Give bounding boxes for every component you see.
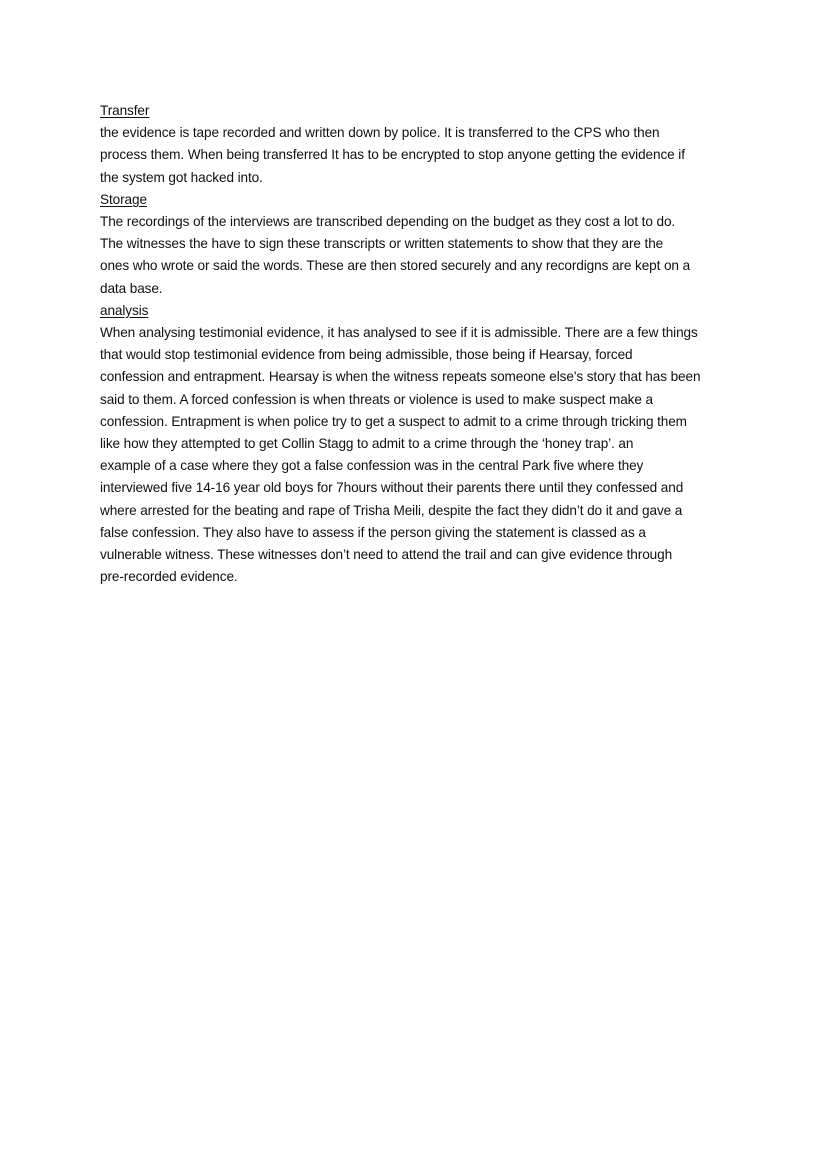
text-line: ones who wrote or said the words. These are then stored securely and any recordigns are kept on a [100, 258, 691, 274]
text-line: that would stop testimonial evidence from being admissible, those being if Hearsay, forced [100, 347, 633, 363]
text-line: the evidence is tape recorded and written down by police. It is transferred to the CPS who then [100, 125, 660, 141]
text-line: example of a case where they got a false confession was in the central Park five where they [100, 458, 644, 474]
text-line: the system got hacked into. [100, 169, 263, 185]
section-heading-storage: Storage [100, 191, 147, 207]
section-transfer [100, 100, 732, 189]
text-line: When analysing testimonial evidence, it has analysed to see if it is admissible. There are a few things [100, 325, 698, 341]
text-line: process them. When being transferred It has to be encrypted to stop anyone getting the evidence if [100, 147, 685, 163]
text-line: The witnesses the have to sign these transcripts or written statements to show that they are the [100, 236, 664, 252]
section-storage [100, 189, 732, 300]
text-line: confession. Entrapment is when police try to get a suspect to admit to a crime through tricking them [100, 413, 687, 429]
paragraph-storage [100, 211, 732, 300]
paragraph-analysis [100, 322, 732, 588]
text-line: data base. [100, 280, 163, 296]
text-line: vulnerable witness. These witnesses don’t need to attend the trail and can give evidence through [100, 547, 673, 563]
text-line: where arrested for the beating and rape of Trisha Meili, despite the fact they didn’t do it and gave a [100, 502, 683, 518]
text-line: pre-recorded evidence. [100, 569, 238, 585]
document-body [100, 100, 732, 588]
text-line: confession and entrapment. Hearsay is when the witness repeats someone else's story that has been [100, 369, 701, 385]
section-heading-transfer: Transfer [100, 103, 150, 118]
text-line: interviewed five 14-16 year old boys for 7hours without their parents there until they confessed and [100, 480, 684, 496]
section-heading-analysis: analysis [100, 302, 149, 318]
text-line: like how they attempted to get Collin Stagg to admit to a crime through the ‘honey trap’. an [100, 436, 634, 452]
text-line: said to them. A forced confession is when threats or violence is used to make suspect make a [100, 391, 653, 407]
section-analysis [100, 300, 732, 589]
text-line: The recordings of the interviews are transcribed depending on the budget as they cost a lot to do. [100, 214, 676, 230]
paragraph-transfer [100, 122, 732, 189]
text-line: false confession. They also have to assess if the person giving the statement is classed as a [100, 524, 646, 540]
